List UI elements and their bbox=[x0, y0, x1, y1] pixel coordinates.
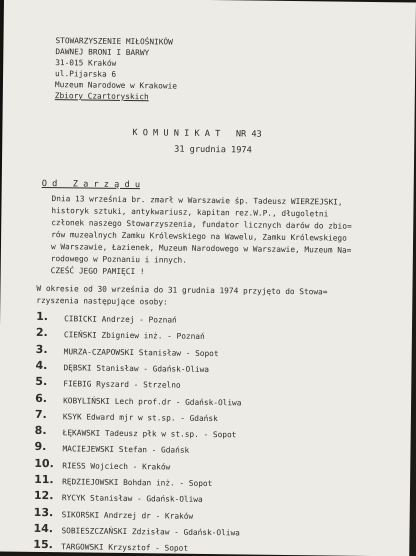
member-entry: ŁĘKAWSKI Tadeusz płk w st.sp. - Sopot bbox=[62, 428, 237, 440]
member-number: 1. bbox=[36, 309, 49, 324]
bulletin-title: K O M U N I K A T NR 43 bbox=[132, 128, 262, 140]
member-number: 7. bbox=[34, 407, 47, 421]
member-entry: KSYK Edward mjr w st.sp. - Gdańsk bbox=[62, 412, 218, 423]
member-number: 14. bbox=[33, 521, 54, 536]
member-number: 2. bbox=[35, 326, 48, 340]
member-entry: SOBIESZCZAŃSKI Zdzisław - Gdańsk-Oliwa bbox=[61, 526, 240, 538]
obituary-line: członek naszego Stowarzyszenia, fundator licznych darów do zbio= bbox=[51, 218, 352, 231]
obituary-line: rów muzealnych Zamku Królewskiego na Wawelu, Zamku Królewskiego bbox=[51, 230, 347, 243]
member-number: 13. bbox=[33, 505, 54, 519]
intro-line: W okresie od 30 września do 31 grudnia 1974 przyjęto do Stowa= bbox=[36, 283, 328, 297]
member-number: 15. bbox=[33, 538, 53, 552]
obituary-tribute: CZEŚĆ JEGO PAMIĘCI ! bbox=[50, 266, 145, 277]
obituary-line: w Warszawie, Łazienek, Muzeum Narodowego w Warszawie, Muzeum Na= bbox=[50, 242, 352, 255]
member-number: 6. bbox=[35, 391, 48, 405]
member-entry: TARGOWSKI Krzysztof - Sopot bbox=[61, 542, 189, 553]
obituary-line: rodowego w Poznaniu i innych. bbox=[50, 254, 188, 265]
member-entry: RIESS Wojciech - Kraków bbox=[62, 460, 171, 472]
intro-line: rzyszenia następujące osoby: bbox=[36, 295, 168, 307]
member-entry: RĘDZIEJOWSKI Bohdan inż. - Sopot bbox=[62, 477, 213, 489]
org-museum: Muzeum Narodowe w Krakowie bbox=[54, 80, 178, 91]
member-number: 11. bbox=[34, 472, 54, 487]
org-name-line2: DAWNEJ BRONI I BARWY bbox=[55, 47, 150, 58]
member-entry: CIBICKI Andrzej - Poznań bbox=[64, 314, 177, 325]
member-entry: MACIEJEWSKI Stefan - Gdańsk bbox=[62, 444, 190, 456]
member-number: 3. bbox=[35, 342, 48, 356]
org-collection: Zbiory Czartoryskich bbox=[54, 91, 149, 102]
bulletin-date: 31 grudnia 1974 bbox=[174, 144, 252, 156]
member-entry: SIKORSKI Andrzej dr - Kraków bbox=[61, 509, 194, 521]
obituary-line: historyk sztuki, antykwariusz, kapitan rez.W.P., długoletni bbox=[51, 206, 329, 219]
member-number: 4. bbox=[35, 358, 48, 372]
member-entry: KOBYLIŃSKI Lech prof.dr - Gdańsk-Oliwa bbox=[63, 395, 242, 407]
member-entry: RYCYK Stanisław - Gdańsk-Oliwa bbox=[61, 493, 203, 505]
member-entry: MURZA-CZAPOWSKI Stanisław - Sopot bbox=[63, 346, 219, 358]
member-number: 5. bbox=[35, 375, 48, 389]
org-street: ul.Pijarska 6 bbox=[55, 69, 117, 79]
org-postal-code: 31-015 Kraków bbox=[55, 58, 117, 68]
section-heading: O d Z a r z ą d u bbox=[41, 178, 141, 191]
member-entry: FIEBIG Ryszard - Strzelno bbox=[63, 379, 181, 390]
member-number: 8. bbox=[34, 423, 47, 438]
member-number: 10. bbox=[34, 456, 54, 470]
obituary-line: Dnia 13 września br. zmarł w Warszawie śp. Tadeusz WIERZEJSKI, bbox=[51, 194, 343, 207]
member-entry: DĘBSKI Stanisław - Gdańsk-Oliwa bbox=[63, 363, 210, 374]
member-entry: CIEŃSKI Zbigniew inż. - Poznań bbox=[63, 330, 205, 342]
org-name-line1: STOWARZYSZENIE MIŁOŚNIKÓW bbox=[55, 36, 173, 47]
member-number: 12. bbox=[33, 489, 54, 503]
member-number: 9. bbox=[34, 440, 47, 454]
